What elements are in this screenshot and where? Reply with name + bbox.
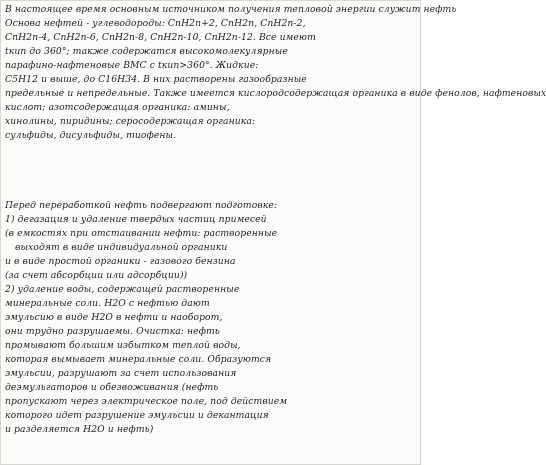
notes-line: и в виде простой органики - газового бензина [5,256,236,267]
notes-line: tкип до 360°; также содержатся высокомолекулярные [5,46,288,57]
notes-line: и разделяется H2O и нефть) [5,424,154,435]
notes-line: эмульсию в виде H2O в нефти и наоборот, [5,312,223,323]
notes-line: хинолины, пиридины; серосодержащая органика: [5,116,256,127]
notes-line: (в емкостях при отстаивании нефти: растворенные [5,228,278,239]
notes-line: они трудно разрушаемы. Очистка: нефть [5,326,220,337]
notes-line: (за счет абсорбции или адсорбции)) [5,270,188,281]
notes-line: кислот; азотсодержащая органика: амины, [5,102,230,113]
notes-line: Основа нефтей - углеводороды: CnH2n+2, CnH2n, CnH2n-2, [5,18,306,29]
notes-line: минеральные соли. H2O с нефтью дают [5,298,210,309]
notes-line: пропускают через электрическое поле, под действием [5,396,288,407]
notes-line: 1) дегазация и удаление твердых частиц примесей [5,214,267,225]
notes-line: эмульсии, разрушают за счет использования [5,368,237,379]
notes-line: промывают большим избытком теплой воды, [5,340,241,351]
notes-line: сульфиды, дисульфиды, тиофены. [5,130,177,141]
notes-line: В настоящее время основным источником получения тепловой энергии служит нефть [5,4,457,15]
notes-line: Перед переработкой нефть подвергают подготовке: [5,200,278,211]
notes-line: деэмульгаторов и обезвоживания (нефть [5,382,219,393]
notes-line: C5H12 и выше, до C16H34. В них растворены газообразные [5,74,307,85]
notes-line: которая вымывает минеральные соли. Образуются [5,354,272,365]
notes-line: парафино-нафтеновые ВМС с tкип>360°. Жидкие: [5,60,259,71]
notes-line: CnH2n-4, CnH2n-6, CnH2n-8, CnH2n-10, CnH2n-12. Все имеют [5,32,316,43]
notes-line: которого идет разрушение эмульсии и декантация [5,410,269,421]
notes-line: выходят в виде индивидуальной органики [15,242,228,253]
notes-line: 2) удаление воды, содержащей растворенные [5,284,240,295]
notes-line: предельные и непредельные. Также имеется кислородсодержащая органика в виде фенолов, нафтеновых [5,88,546,99]
